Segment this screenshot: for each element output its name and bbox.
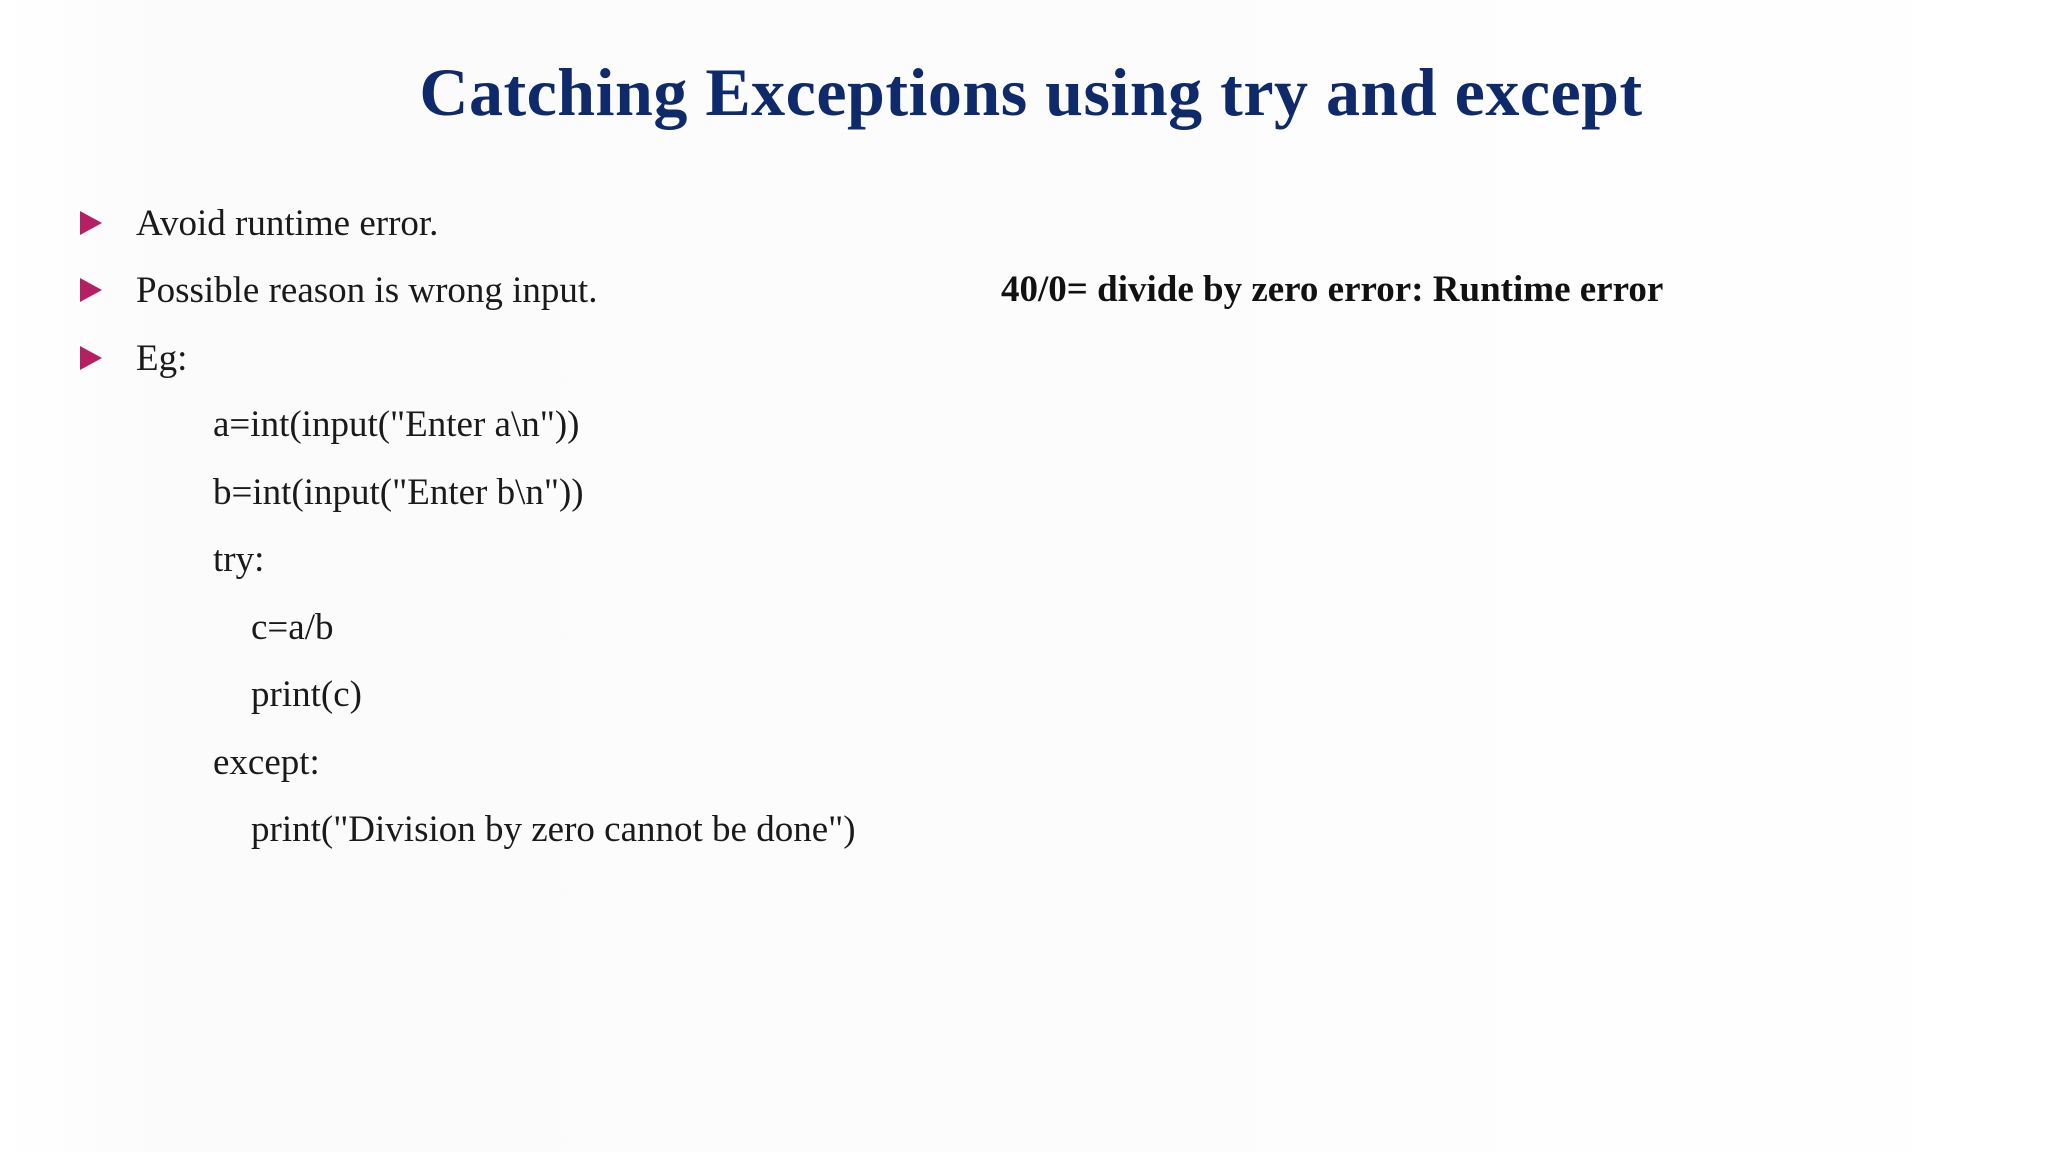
bullet-item — [80, 197, 438, 249]
triangle-right-icon — [80, 211, 102, 235]
slide-title: Catching Exceptions using try and except — [419, 54, 1643, 130]
bullet-text: Possible reason is wrong input. — [136, 269, 598, 311]
triangle-right-icon — [80, 278, 102, 302]
code-line: print(c) — [251, 674, 362, 715]
bullet-text: Avoid runtime error. — [136, 202, 439, 244]
code-line: a=int(input("Enter a\n")) — [213, 404, 580, 445]
bullet-item — [80, 332, 187, 384]
triangle-right-icon — [80, 346, 102, 370]
code-line: c=a/b — [251, 607, 334, 648]
bullet-text: Eg: — [136, 337, 188, 379]
code-line: print("Division by zero cannot be done") — [251, 809, 856, 850]
bullet-item — [80, 264, 597, 316]
code-line: except: — [213, 742, 320, 783]
code-line: try: — [213, 539, 265, 580]
runtime-error-note: 40/0= divide by zero error: Runtime error — [1001, 269, 1664, 310]
code-line: b=int(input("Enter b\n")) — [213, 472, 584, 513]
